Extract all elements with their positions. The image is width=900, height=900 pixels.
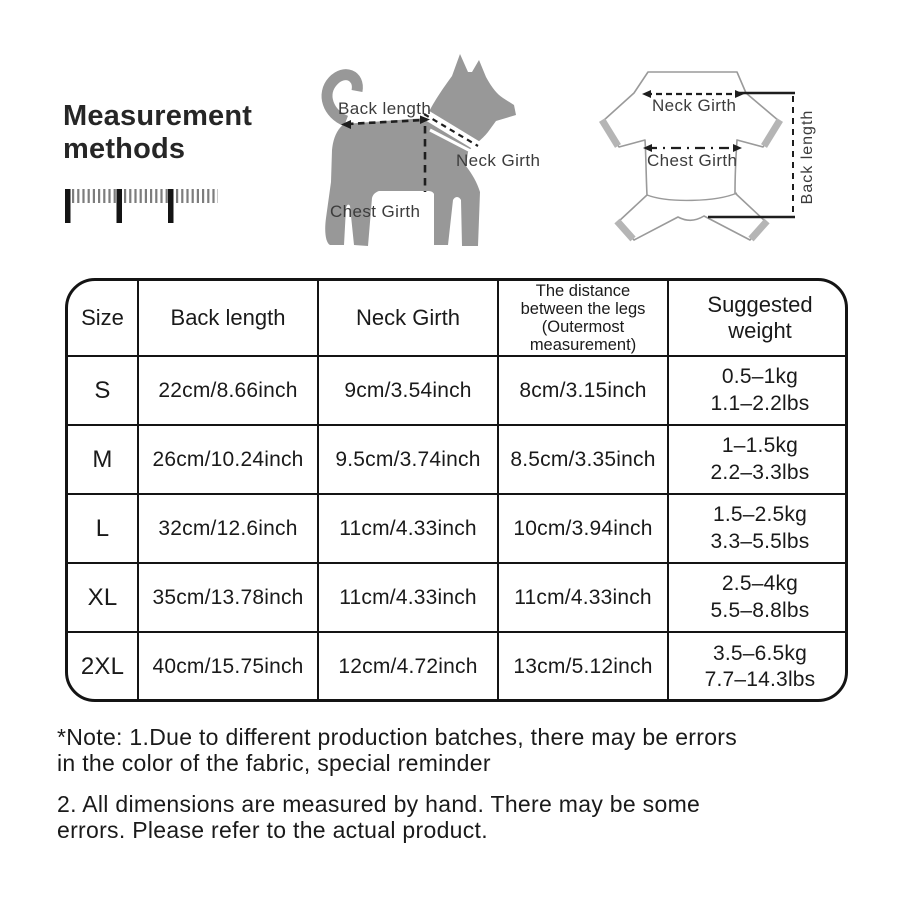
- table-row: [68, 425, 848, 494]
- size-value: XL: [68, 563, 138, 632]
- dog-chest-girth-label: Chest Girth: [330, 202, 421, 221]
- garment-back-length-label: Back length: [799, 109, 816, 205]
- size-table: [65, 278, 848, 702]
- back-length-value: 32cm/12.6inch: [138, 494, 318, 563]
- size-value: 2XL: [68, 632, 138, 701]
- neck-girth-value: 9cm/3.54inch: [318, 356, 498, 425]
- header-neck-girth: Neck Girth: [318, 281, 498, 356]
- header-size: Size: [68, 281, 138, 356]
- leg-distance-value: 10cm/3.94inch: [498, 494, 668, 563]
- size-value: L: [68, 494, 138, 563]
- header-leg-distance: The distance between the legs (Outermost measurement): [498, 281, 668, 356]
- leg-distance-value: 8cm/3.15inch: [498, 356, 668, 425]
- table-header-row: [68, 281, 848, 356]
- back-length-value: 35cm/13.78inch: [138, 563, 318, 632]
- leg-distance-value: 13cm/5.12inch: [498, 632, 668, 701]
- table-row: [68, 494, 848, 563]
- back-length-value: 26cm/10.24inch: [138, 425, 318, 494]
- page-title: Measurement methods: [63, 100, 253, 166]
- neck-girth-value: 11cm/4.33inch: [318, 563, 498, 632]
- weight-value: 1.5–2.5kg 3.3–5.5lbs: [668, 494, 848, 563]
- ruler-icon: [65, 189, 220, 223]
- weight-value: 1–1.5kg 2.2–3.3lbs: [668, 425, 848, 494]
- neck-girth-value: 12cm/4.72inch: [318, 632, 498, 701]
- size-value: S: [68, 356, 138, 425]
- weight-value: 3.5–6.5kg 7.7–14.3lbs: [668, 632, 848, 701]
- garment-chest-girth-label: Chest Girth: [647, 151, 738, 170]
- weight-value: 2.5–4kg 5.5–8.8lbs: [668, 563, 848, 632]
- leg-distance-value: 11cm/4.33inch: [498, 563, 668, 632]
- header-suggested-weight: Suggested weight: [668, 281, 848, 356]
- note-paragraph-2: 2. All dimensions are measured by hand. There may be some: [57, 791, 701, 817]
- back-length-value: 22cm/8.66inch: [138, 356, 318, 425]
- size-value: M: [68, 425, 138, 494]
- leg-distance-value: 8.5cm/3.35inch: [498, 425, 668, 494]
- header-back-length: Back length: [138, 281, 318, 356]
- neck-girth-value: 9.5cm/3.74inch: [318, 425, 498, 494]
- notes-section: *Note: 1.Due to different production batches, there may be errors in the color of the fabric, special reminder 2. All dimensions are measured by hand. There may be some errors. Please refer to the actual product.: [57, 724, 882, 843]
- back-length-value: 40cm/15.75inch: [138, 632, 318, 701]
- note-paragraph-1: *Note: 1.Due to different production batches, there may be errors: [57, 724, 738, 750]
- table-row: [68, 356, 848, 425]
- garment-neck-girth-label: Neck Girth: [652, 96, 737, 115]
- weight-value: 0.5–1kg 1.1–2.2lbs: [668, 356, 848, 425]
- dog-neck-girth-label: Neck Girth: [456, 151, 541, 170]
- neck-girth-value: 11cm/4.33inch: [318, 494, 498, 563]
- dog-back-length-label: Back length: [338, 99, 432, 118]
- table-row: [68, 563, 848, 632]
- table-row: [68, 632, 848, 701]
